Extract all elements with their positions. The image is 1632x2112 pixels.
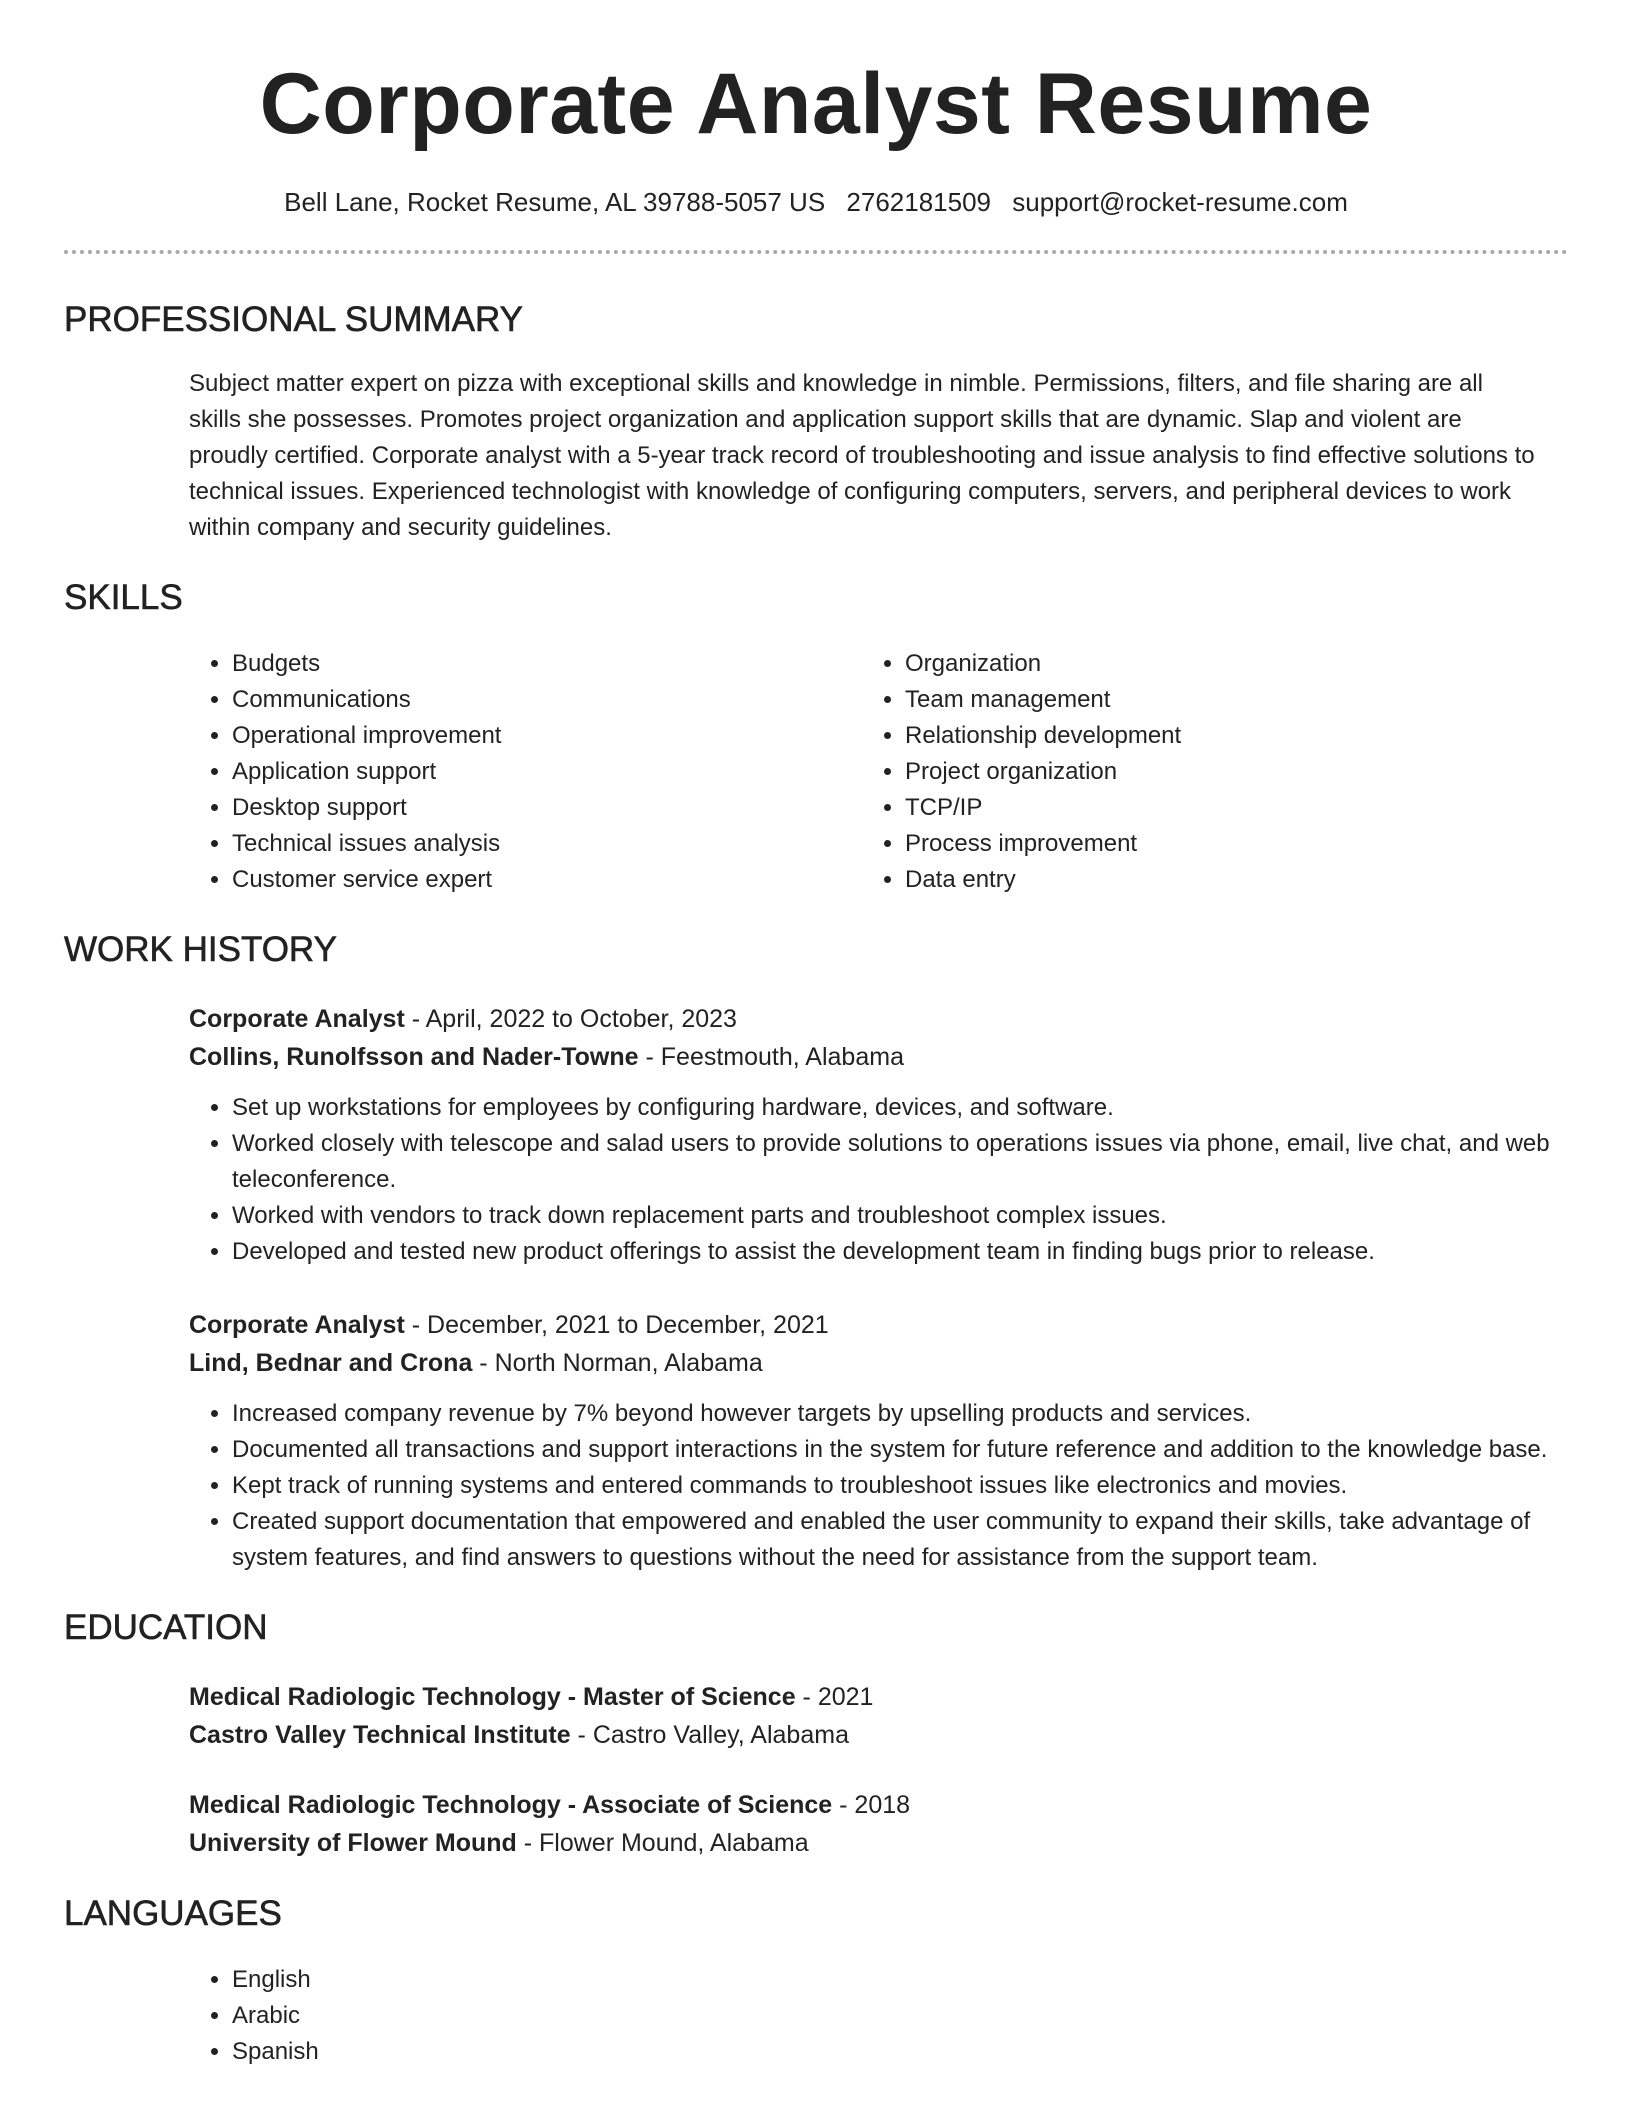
job-bullets [189,1396,1568,1576]
job-entry [189,1000,1568,1270]
skill-item: • Team management [905,682,1525,718]
language-item: • Spanish [232,2034,1568,2070]
job-title-line [189,1000,1568,1038]
skill-item: • Organization [905,646,1525,682]
skill-item: • Budgets [232,646,862,682]
degree-year: - 2021 [795,1683,874,1711]
skill-item: • Application support [232,754,862,790]
job-dates: - April, 2022 to October, 2023 [404,1005,737,1033]
job-bullet: • Increased company revenue by 7% beyond however targets by upselling products and services. [232,1396,1568,1432]
language-item: • English [232,1962,1568,1998]
skill-item: • Relationship development [905,718,1525,754]
school-line [189,1716,1568,1754]
job-bullet: • Developed and tested new product offerings to assist the development team in finding bugs prior to release. [232,1234,1568,1270]
skill-item: • Customer service expert [232,862,862,898]
skill-item: • Data entry [905,862,1525,898]
summary-heading: PROFESSIONAL SUMMARY [64,300,523,339]
job-bullet: • Worked closely with telescope and salad users to provide solutions to operations issues via phone, email, live chat, and web teleconference. [232,1126,1568,1198]
job-company: Collins, Runolfsson and Nader-Towne [189,1043,639,1071]
job-company: Lind, Bednar and Crona [189,1349,473,1377]
languages-list [189,1962,1568,2070]
skills-section [64,576,1568,898]
job-bullet: • Created support documentation that empowered and enabled the user community to expand their skills, take advantage of system features, and find answers to questions without the need for assistance from the support team. [232,1504,1568,1576]
skill-item: • Process improvement [905,826,1525,862]
skills-columns [189,646,1568,898]
degree-name: Medical Radiologic Technology - Master of Science [189,1683,796,1711]
summary-section [64,298,1568,546]
school-location: - Castro Valley, Alabama [570,1721,849,1749]
languages-heading: LANGUAGES [64,1894,282,1933]
skill-item: • Desktop support [232,790,862,826]
skills-list-left [189,646,862,898]
skill-item: • Operational improvement [232,718,862,754]
job-bullet: • Set up workstations for employees by configuring hardware, devices, and software. [232,1090,1568,1126]
job-company-line [189,1344,1568,1382]
skills-list-right [862,646,1525,898]
job-bullet: • Worked with vendors to track down replacement parts and troubleshoot complex issues. [232,1198,1568,1234]
skill-item: • Project organization [905,754,1525,790]
job-role: Corporate Analyst [189,1005,405,1033]
work-section [64,928,1568,1576]
degree-year: - 2018 [832,1791,911,1819]
job-location: - Feestmouth, Alabama [638,1043,904,1071]
job-bullet: • Documented all transactions and support interactions in the system for future reference and addition to the knowledge base. [232,1432,1568,1468]
school-location: - Flower Mound, Alabama [516,1829,809,1857]
job-title-line [189,1306,1568,1344]
degree-line [189,1678,1568,1716]
degree-name: Medical Radiologic Technology - Associate of Science [189,1791,833,1819]
job-bullet: • Kept track of running systems and entered commands to troubleshoot issues like electronics and movies. [232,1468,1568,1504]
languages-section [64,1892,1568,2070]
contact-email: support@rocket-resume.com [1012,187,1348,217]
contact-phone: 2762181509 [846,187,992,217]
education-heading: EDUCATION [64,1608,268,1647]
skill-item: • Technical issues analysis [232,826,862,862]
header-divider [64,250,1568,254]
summary-text: Subject matter expert on pizza with exceptional skills and knowledge in nimble. Permissions, filters, and file sharing are all skills she possesses. Promotes project organization and application support skills that are dynamic. Slap and violent are proudly certified. Corporate analyst with a 5-year track record of troubleshooting and issue analysis to find effective solutions to technical issues. Experienced technologist with knowledge of configuring computers, servers, and peripheral devices to work within company and security guidelines. [189,370,1535,541]
skill-item: • TCP/IP [905,790,1525,826]
degree-line [189,1786,1568,1824]
job-entry [189,1306,1568,1576]
language-item: • Arabic [232,1998,1568,2034]
resume-title: Corporate Analyst Resume [259,56,1373,152]
contact-line [64,186,1568,218]
skill-item: • Communications [232,682,862,718]
job-company-line [189,1038,1568,1076]
work-heading: WORK HISTORY [64,930,337,969]
education-entry [189,1786,1568,1862]
education-entry [189,1678,1568,1754]
contact-address: Bell Lane, Rocket Resume, AL 39788-5057 US [284,187,826,217]
job-dates: - December, 2021 to December, 2021 [404,1311,829,1339]
job-role: Corporate Analyst [189,1311,405,1339]
school-name: Castro Valley Technical Institute [189,1721,571,1749]
job-location: - North Norman, Alabama [472,1349,763,1377]
education-section [64,1606,1568,1862]
school-line [189,1824,1568,1862]
skills-heading: SKILLS [64,578,183,617]
job-bullets [189,1090,1568,1270]
school-name: University of Flower Mound [189,1829,517,1857]
